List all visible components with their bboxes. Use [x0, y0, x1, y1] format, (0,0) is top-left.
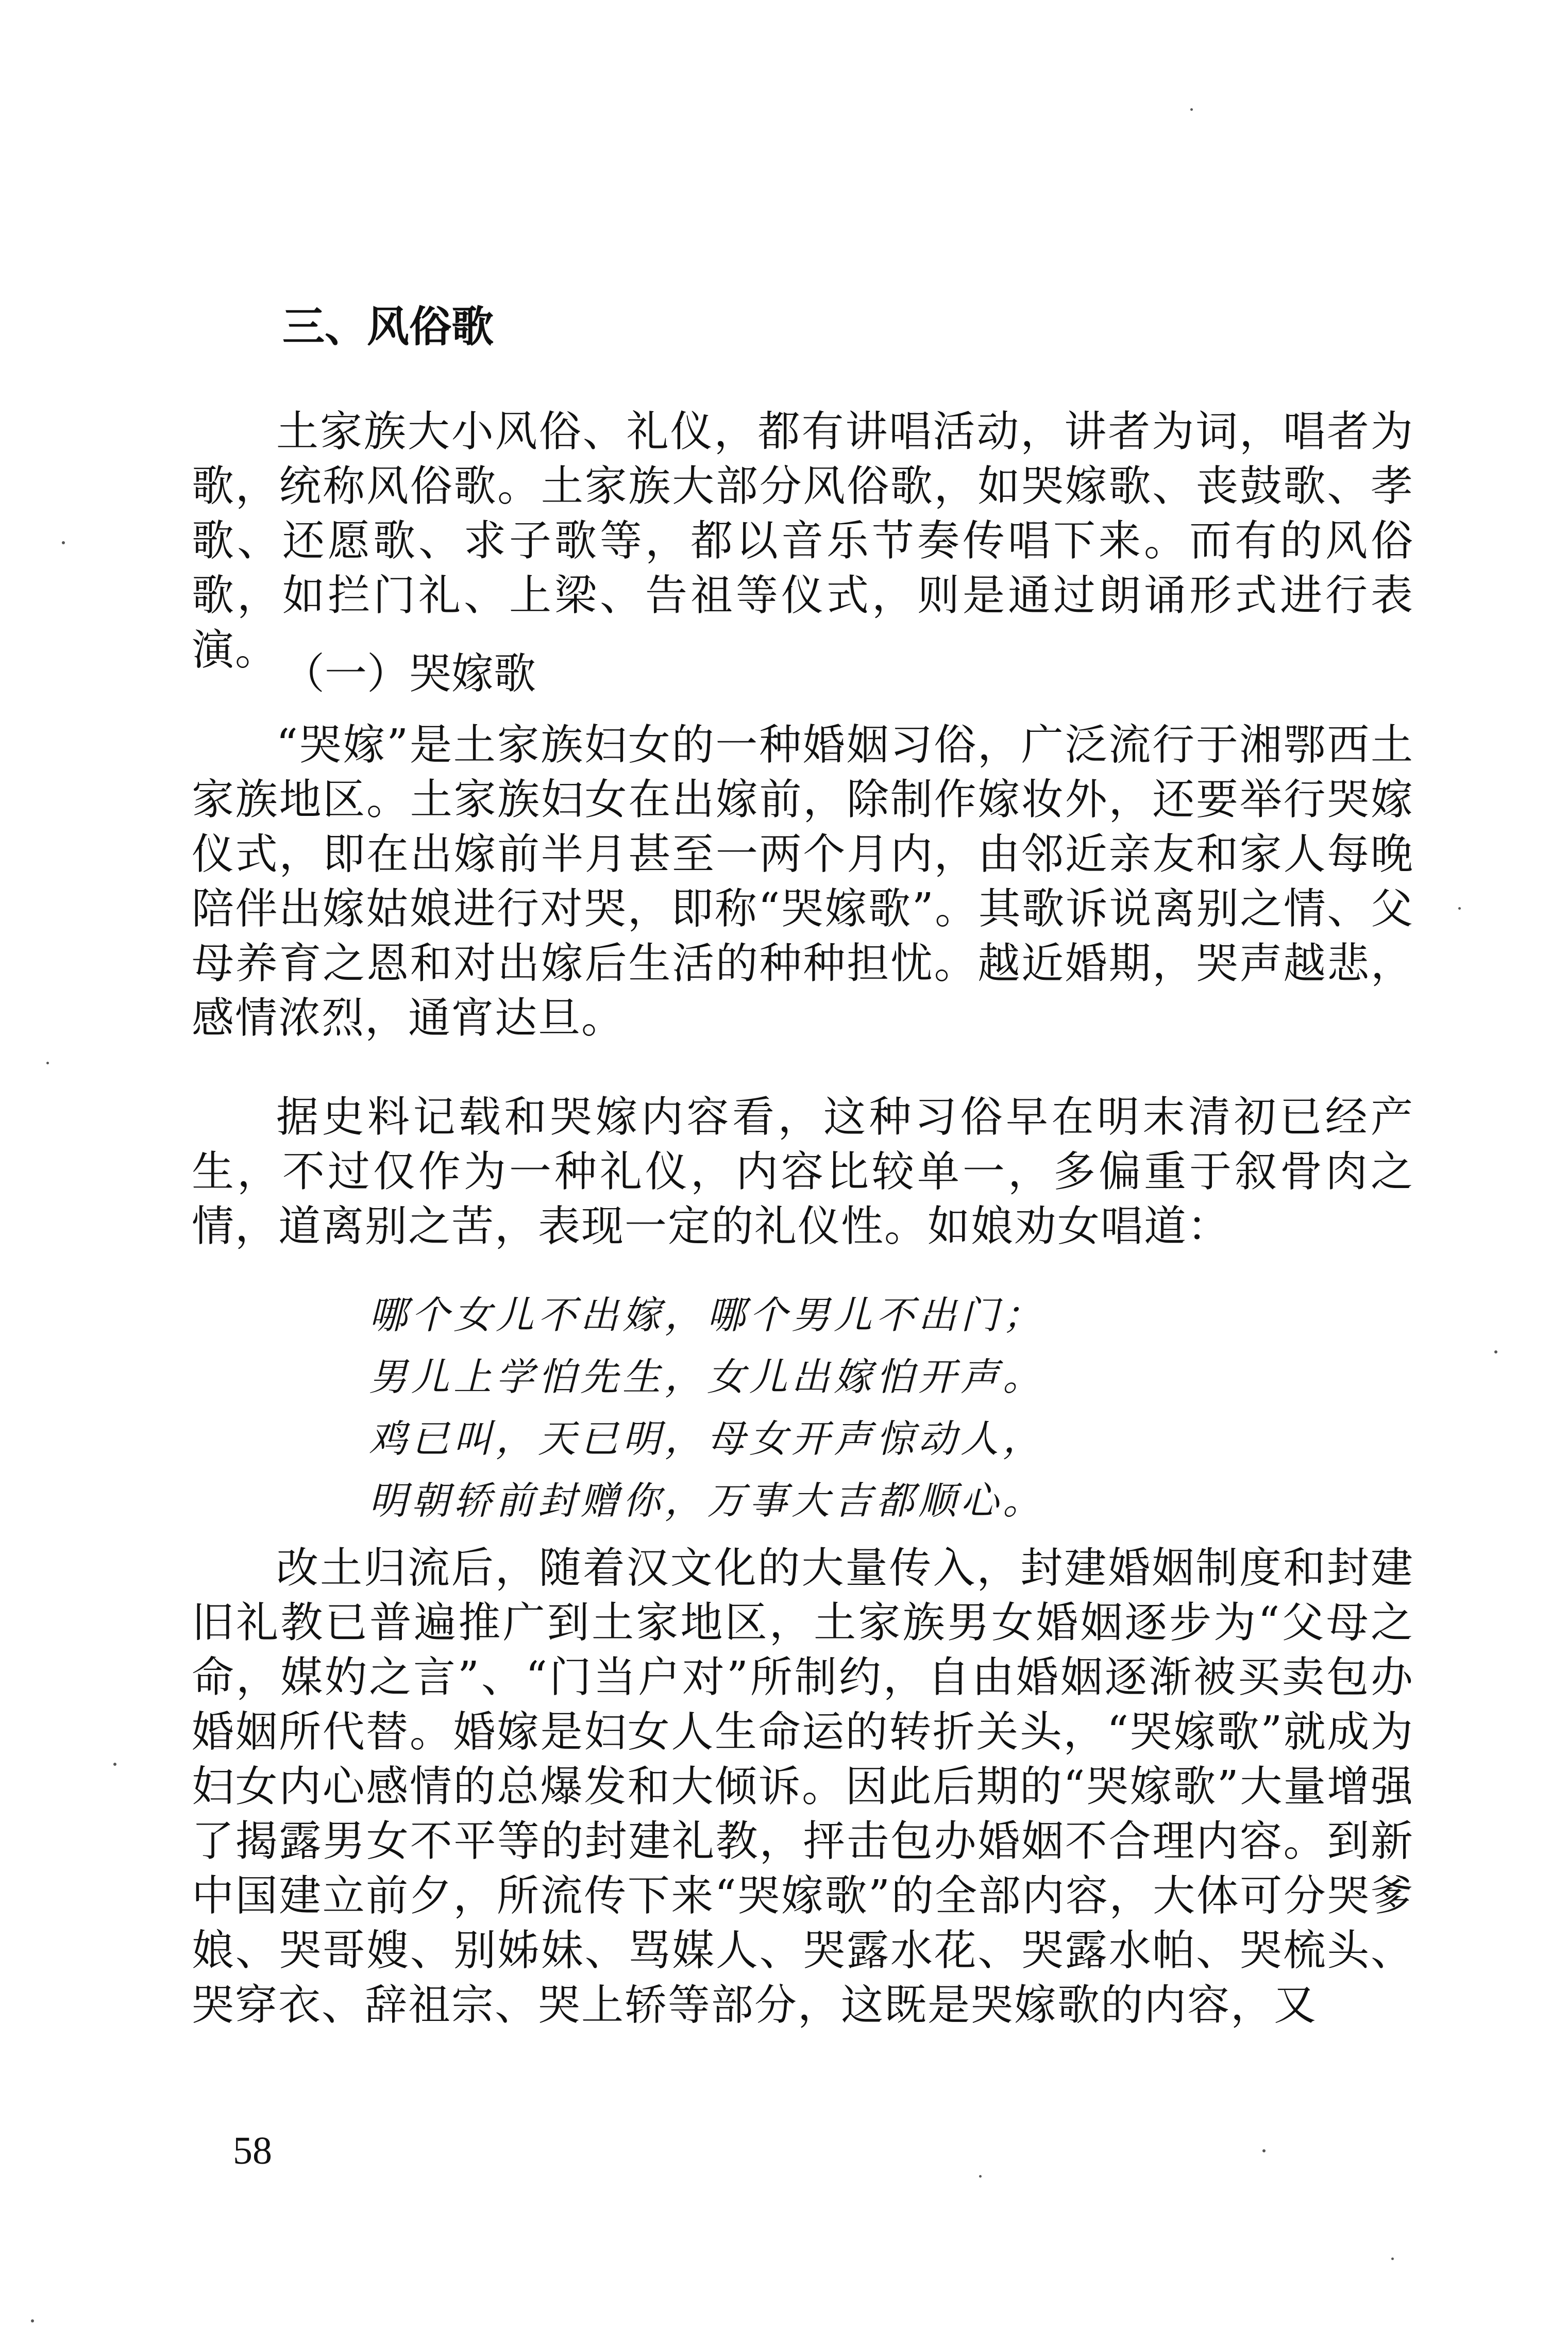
scan-speck — [1458, 907, 1461, 910]
scan-speck — [1391, 2258, 1394, 2260]
scan-speck — [31, 2319, 34, 2322]
scan-speck — [62, 541, 65, 544]
paragraph-intro: 土家族大小风俗、礼仪，都有讲唱活动，讲者为词，唱者为歌，统称风俗歌。土家族大部分风俗歌，如哭嫁歌、丧鼓歌、孝歌、还愿歌、求子歌等，都以音乐节奏传唱下来。而有的风俗歌，如拦门礼、上梁、告祖等仪式，则是通过朗诵形式进行表演。 — [192, 407, 1414, 675]
scan-speck — [979, 2175, 982, 2178]
scan-speck — [1262, 2149, 1266, 2152]
page-number: 58 — [233, 2129, 272, 2172]
verse-line-3: 鸡已叫，天已明，母女开声惊动人， — [369, 1417, 1045, 1461]
section-heading: 三、风俗歌 — [282, 303, 494, 352]
paragraph-later-period: 改土归流后，随着汉文化的大量传入，封建婚姻制度和封建旧礼教已普遍推广到土家地区，土家族男女婚姻逐步为“父母之命，媒妁之言”、“门当户对”所制约，自由婚姻逐渐被买卖包办婚姻所代替。婚嫁是妇女人生命运的转折关头，“哭嫁歌”就成为妇女内心感情的总爆发和大倾诉。因此后期的“哭嫁歌”大量增强了揭露男女不平等的封建礼教，抨击包办婚姻不合理内容。到新中国建立前夕，所流传下来“哭嫁歌”的全部内容，大体可分哭爹娘、哭哥嫂、别姊妹、骂媒人、哭露水花、哭露水帕、哭梳头、哭穿衣、辞祖宗、哭上轿等部分，这既是哭嫁歌的内容，又 — [192, 1544, 1414, 2030]
verse-line-2: 男儿上学怕先生，女儿出嫁怕开声。 — [369, 1355, 1045, 1399]
verse-line-4: 明朝轿前封赠你，万事大吉都顺心。 — [369, 1479, 1045, 1523]
scan-speck — [46, 1062, 49, 1064]
scan-speck — [1190, 108, 1193, 111]
scan-speck — [113, 1763, 116, 1766]
scan-speck — [1494, 1350, 1497, 1353]
subsection-heading: （一）哭嫁歌 — [282, 649, 536, 698]
paragraph-history: 据史料记载和哭嫁内容看，这种习俗早在明末清初已经产生，不过仅作为一种礼仪，内容比较单一，多偏重于叙骨肉之情，道离别之苦，表现一定的礼仪性。如娘劝女唱道： — [192, 1093, 1414, 1251]
verse-line-1: 哪个女儿不出嫁，哪个男儿不出门； — [369, 1293, 1045, 1337]
paragraph-kujia-custom: “哭嫁”是土家族妇女的一种婚姻习俗，广泛流行于湘鄂西土家族地区。土家族妇女在出嫁前，除制作嫁妆外，还要举行哭嫁仪式，即在出嫁前半月甚至一两个月内，由邻近亲友和家人每晚陪伴出嫁姑娘进行对哭，即称“哭嫁歌”。其歌诉说离别之情、父母养育之恩和对出嫁后生活的种种担忧。越近婚期，哭声越悲，感情浓烈，通宵达旦。 — [192, 721, 1414, 1043]
